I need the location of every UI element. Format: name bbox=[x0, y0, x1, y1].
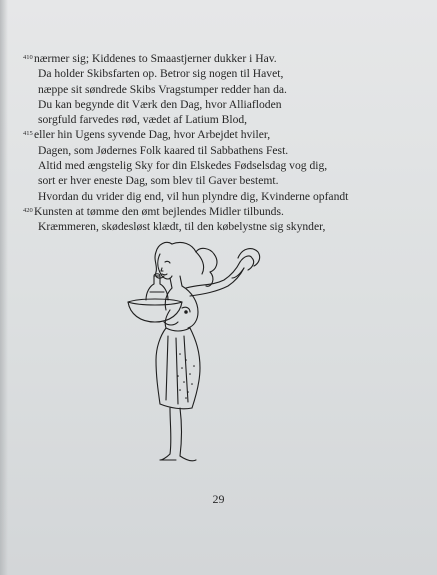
verse-line bbox=[0, 127, 437, 142]
verse-text: Da holder Skibsfarten op. Betror sig nogen til Havet, bbox=[38, 67, 284, 81]
verse-text: Altid med ængstelig Sky for din Elskedes Fødselsdag vog dig, bbox=[38, 159, 328, 173]
verse-line bbox=[0, 173, 437, 188]
verse-line bbox=[0, 51, 437, 66]
verse-line bbox=[0, 204, 437, 219]
verse-text: sorgfuld farvedes rød, vædet af Latium Blod, bbox=[38, 113, 248, 127]
line-number: 415 bbox=[23, 130, 33, 138]
verse-text: Kunsten at tømme den ømt bejlendes Midler tilbunds. bbox=[34, 204, 284, 218]
verse-text: Dagen, som Jødernes Folk kaared til Sabbathens Fest. bbox=[38, 143, 289, 157]
verse-text: eller hin Ugens syvende Dag, hvor Arbejdet hviler, bbox=[34, 128, 271, 142]
verse-line bbox=[0, 112, 437, 127]
verse-line bbox=[0, 97, 437, 112]
verse-text: næppe sit søndrede Skibs Vragstumper redder han da. bbox=[38, 82, 287, 96]
page-number: 29 bbox=[212, 492, 225, 506]
verse-line bbox=[0, 82, 437, 97]
verse-text: sort er hver eneste Dag, som blev til Gaver bestemt. bbox=[38, 174, 279, 188]
line-number: 420 bbox=[23, 206, 33, 214]
verse-line bbox=[0, 143, 437, 158]
woman-with-bowl-illustration bbox=[120, 236, 270, 476]
verse-line bbox=[0, 66, 437, 81]
line-number: 410 bbox=[23, 54, 33, 61]
verse-line bbox=[0, 158, 437, 173]
verse-text: nærmer sig; Kiddenes to Smaastjerner dukker i Hav. bbox=[34, 52, 277, 65]
verse-line bbox=[0, 219, 437, 234]
verse-text: Kræmmeren, skødesløst klædt, til den købelystne sig skynder, bbox=[38, 220, 326, 234]
verse-text: Du kan begynde dit Værk den Dag, hvor Alliafloden bbox=[38, 97, 282, 111]
verse-text: Hvordan du vrider dig end, vil hun plyndre dig, Kvinderne opfandt bbox=[38, 189, 349, 203]
verse-line bbox=[0, 189, 437, 204]
poem-text bbox=[0, 51, 437, 235]
